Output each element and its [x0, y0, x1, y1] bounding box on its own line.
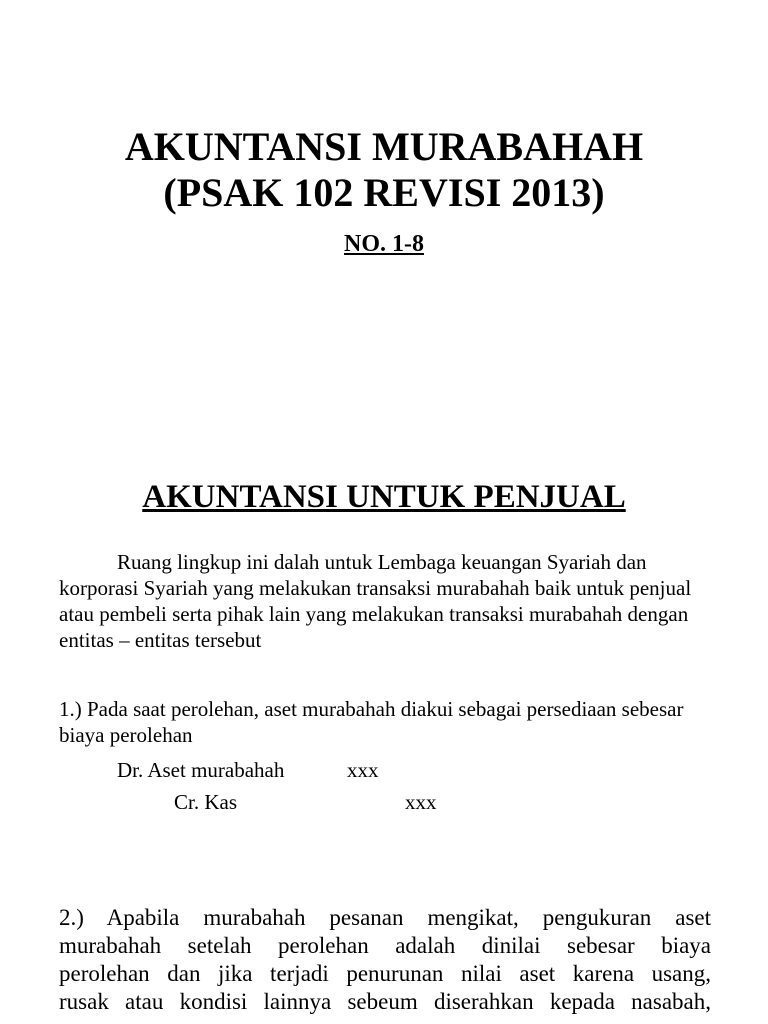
section-heading: AKUNTANSI UNTUK PENJUAL [142, 479, 626, 515]
journal-debit-value: xxx [347, 758, 379, 782]
item-2-line: 2.) Apabila murabahah pesanan mengikat, pengukuran aset [59, 905, 711, 930]
item-2-line: perolehan dan jika terjadi penurunan nilai aset karena usang, [59, 961, 711, 986]
journal-debit-label: Dr. Aset murabahah [117, 758, 285, 782]
item-2-paragraph [59, 904, 711, 1016]
item-1-paragraph: 1.) Pada saat perolehan, aset murabahah diakui sebagai persediaan sebesar biaya perolehan [59, 697, 684, 747]
journal-credit-label: Cr. Kas [174, 790, 237, 814]
document-title-line-2: (PSAK 102 REVISI 2013) [163, 170, 605, 215]
intro-paragraph: Ruang lingkup ini dalah untuk Lembaga keuangan Syariah dan korporasi Syariah yang melakukan transaksi murabahah baik untuk penjual atau pembeli serta pihak lain yang melakukan transaksi murabahah dengan entitas – entitas tersebut [59, 550, 692, 652]
item-2-line: murabahah setelah perolehan adalah dinilai sebesar biaya [59, 933, 711, 958]
document-title-line-1: AKUNTANSI MURABAHAH [124, 124, 644, 169]
journal-credit-value: xxx [405, 790, 437, 814]
item-2-line: rusak atau kondisi lainnya sebeum diserahkan kepada nasabah, [59, 989, 711, 1014]
document-number: NO. 1-8 [344, 231, 424, 257]
